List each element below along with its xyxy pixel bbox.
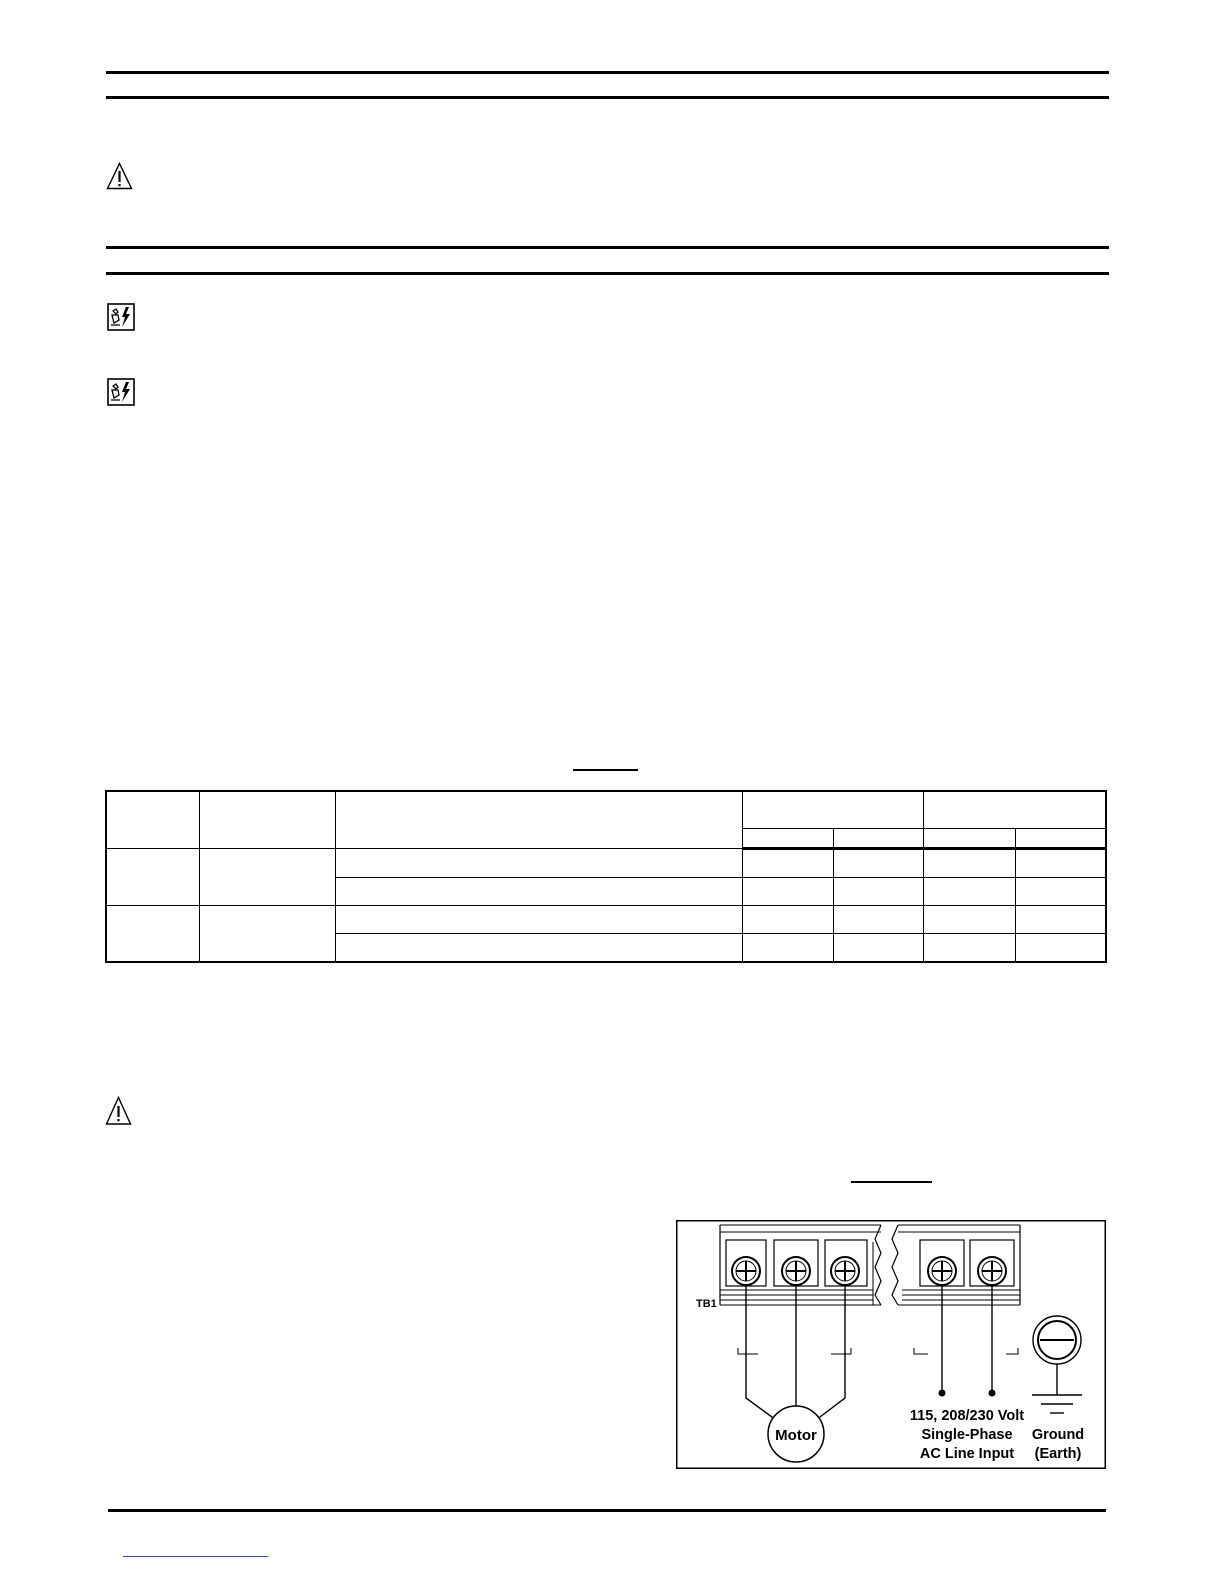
table-cell <box>199 849 335 906</box>
ground-label-1: Ground <box>1031 1427 1085 1443</box>
wiring-diagram <box>676 1220 1106 1469</box>
section-rule-bottom <box>106 272 1109 275</box>
table-subheader-cell <box>1015 829 1106 849</box>
table-cell <box>1015 906 1106 934</box>
tb1-label: TB1 <box>696 1298 717 1310</box>
section-rule-top <box>106 246 1109 249</box>
electric-shock-icon <box>107 378 135 411</box>
caution-triangle-icon <box>106 162 133 195</box>
table-cell <box>833 878 923 906</box>
table-cell <box>1015 934 1106 963</box>
table-cell <box>106 906 199 963</box>
table-cell <box>923 878 1015 906</box>
table-title-underline <box>573 769 638 771</box>
header-rule-top <box>106 71 1109 74</box>
table-header-cell <box>742 791 923 829</box>
table-cell <box>833 934 923 963</box>
table-cell <box>923 906 1015 934</box>
table-cell <box>199 906 335 963</box>
line-input-label-2: Single-Phase <box>921 1427 1013 1443</box>
table-cell <box>742 878 833 906</box>
line-input-label-3: AC Line Input <box>919 1446 1015 1462</box>
spec-table <box>105 790 1107 963</box>
electric-shock-icon <box>107 303 135 336</box>
table-row <box>106 849 1106 878</box>
table-subheader-cell <box>923 829 1015 849</box>
table-subheader-cell <box>833 829 923 849</box>
header-rule-bottom <box>106 96 1109 99</box>
caution-triangle-icon <box>105 1096 132 1131</box>
table-subheader-cell <box>742 829 833 849</box>
table-header-cell <box>106 791 199 849</box>
table-row <box>106 906 1106 934</box>
motor-label: Motor <box>775 1427 817 1444</box>
table-cell <box>335 849 742 878</box>
table-cell <box>833 849 923 878</box>
table-cell <box>742 934 833 963</box>
table-cell <box>833 906 923 934</box>
footer-link-underline[interactable] <box>123 1556 268 1557</box>
table-cell <box>923 934 1015 963</box>
table-cell <box>923 849 1015 878</box>
table-cell <box>742 906 833 934</box>
figure-title-underline <box>851 1181 932 1183</box>
table-header-cell <box>923 791 1106 829</box>
table-cell <box>335 878 742 906</box>
table-cell <box>742 849 833 878</box>
footer-rule <box>108 1509 1106 1512</box>
table-cell <box>1015 849 1106 878</box>
ground-label-2: (Earth) <box>1034 1446 1082 1462</box>
table-header-cell <box>335 791 742 849</box>
line-input-label-1: 115, 208/230 Volt <box>909 1408 1025 1424</box>
table-cell <box>1015 878 1106 906</box>
table-cell <box>335 906 742 934</box>
table-cell <box>335 934 742 963</box>
table-header-row <box>106 791 1106 829</box>
table-header-cell <box>199 791 335 849</box>
table-cell <box>106 849 199 906</box>
